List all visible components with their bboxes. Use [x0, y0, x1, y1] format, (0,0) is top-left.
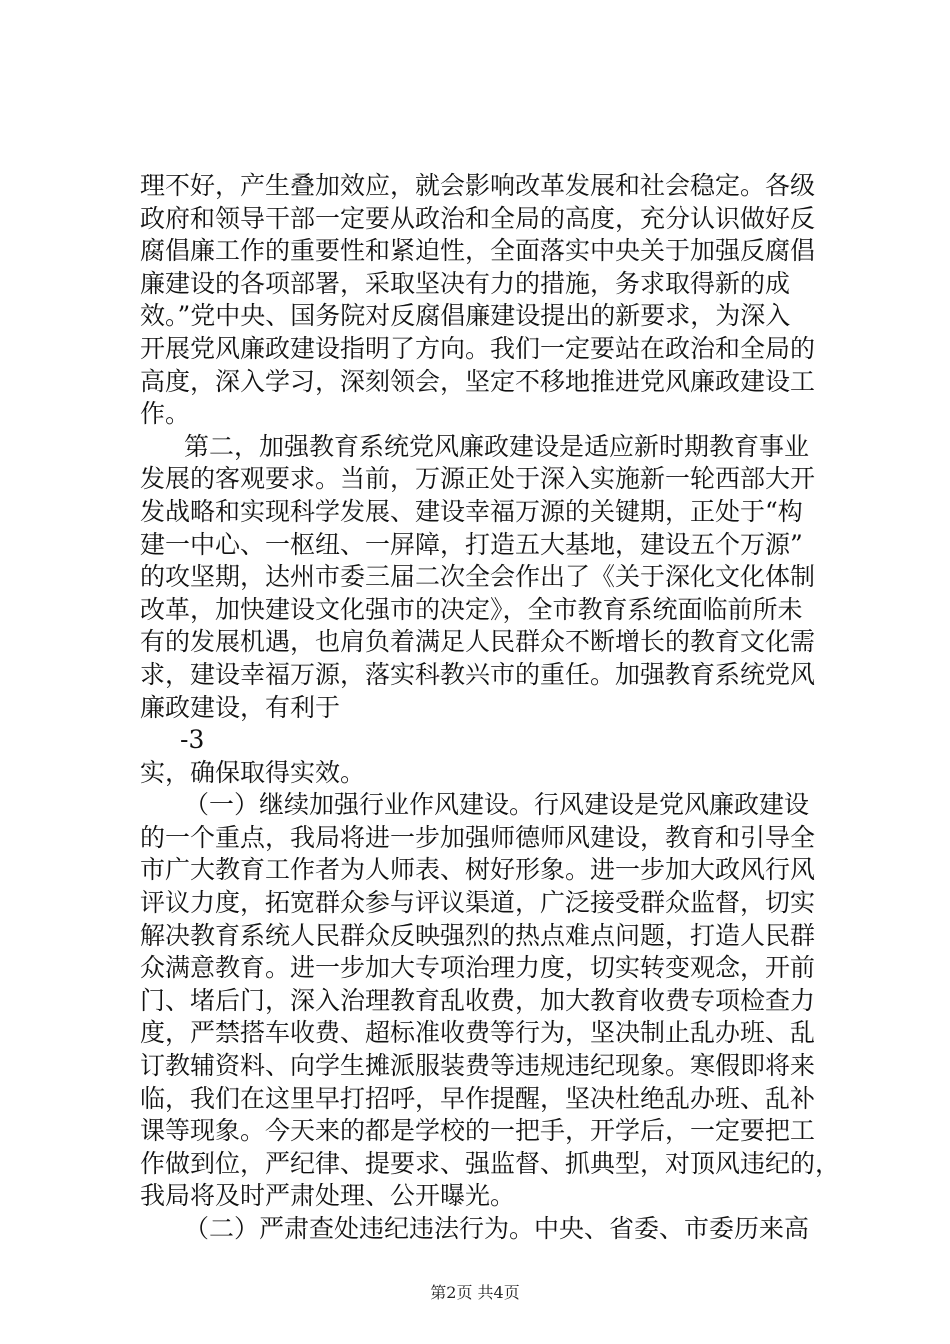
- text-line: 高度，深入学习，深刻领会，坚定不移地推进党风廉政建设工: [140, 366, 816, 396]
- paragraph-start-line: （二）严肃查处违纪违法行为。中央、省委、市委历来高: [184, 1214, 810, 1243]
- text-line: 廉政建设，有利于: [140, 692, 341, 722]
- text-line: 建一中心、一枢纽、一屏障，打造五大基地，建设五个万源”: [140, 529, 803, 559]
- text-line: 课等现象。今天来的都是学校的一把手，开学后，一定要把工: [140, 1116, 816, 1146]
- text-line: 作做到位，严纪律、提要求、强监督、抓典型，对顶风违纪的，: [140, 1148, 840, 1178]
- page-footer: 第2页 共4页: [430, 1283, 520, 1302]
- text-line: 腐倡廉工作的重要性和紧迫性，全面落实中央关于加强反腐倡: [140, 236, 816, 266]
- text-line: 众满意教育。进一步加大专项治理力度，切实转变观念，开前: [140, 953, 816, 983]
- paragraph-start-line: （一）继续加强行业作风建设。行风建设是党风廉政建设: [184, 790, 810, 820]
- text-line: 求，建设幸福万源，落实科教兴市的重任。加强教育系统党风: [140, 659, 816, 689]
- text-line: 我局将及时严肃处理、公开曝光。: [140, 1181, 516, 1211]
- text-line: 的一个重点，我局将进一步加强师德师风建设，教育和引导全: [140, 822, 816, 852]
- text-line: 发展的客观要求。当前，万源正处于深入实施新一轮西部大开: [140, 464, 816, 494]
- text-line: 理不好，产生叠加效应，就会影响改革发展和社会稳定。各级: [140, 171, 816, 200]
- text-line: 发战略和实现科学发展、建设幸福万源的关键期，正处于“构: [140, 496, 803, 526]
- body-text: [140, 170, 840, 1246]
- text-line: 改革，加快建设文化强市的决定》，全市教育系统面临前所未: [140, 594, 803, 624]
- text-line: 解决教育系统人民群众反映强烈的热点难点问题，打造人民群: [140, 920, 816, 950]
- inline-page-number: -3: [180, 725, 205, 755]
- paragraph-start-line: 第二，加强教育系统党风廉政建设是适应新时期教育事业: [184, 431, 810, 461]
- text-line: 订教辅资料、向学生摊派服装费等违规违纪现象。寒假即将来: [140, 1051, 816, 1081]
- text-line: 度，严禁搭车收费、超标准收费等行为，坚决制止乱办班、乱: [140, 1018, 816, 1048]
- text-line: 的攻坚期，达州市委三届二次全会作出了《关于深化文化体制: [140, 562, 816, 592]
- text-line: 政府和领导干部一定要从政治和全局的高度，充分认识做好反: [140, 203, 816, 233]
- text-line: 市广大教育工作者为人师表、树好形象。进一步加大政风行风: [140, 855, 816, 885]
- text-line: 临，我们在这里早打招呼，早作提醒，坚决杜绝乱办班、乱补: [140, 1083, 816, 1113]
- text-line: 门、堵后门，深入治理教育乱收费，加大教育收费专项检查力: [140, 985, 816, 1015]
- text-line: 效。”党中央、国务院对反腐倡廉建设提出的新要求，为深入: [140, 301, 791, 331]
- text-line: 开展党风廉政建设指明了方向。我们一定要站在政治和全局的: [140, 333, 816, 363]
- text-line: 作。: [140, 399, 191, 429]
- text-line: 评议力度，拓宽群众参与评议渠道，广泛接受群众监督，切实: [140, 888, 816, 918]
- text-line: 有的发展机遇，也肩负着满足人民群众不断增长的教育文化需: [140, 627, 816, 657]
- text-line: 实，确保取得实效。: [140, 757, 366, 787]
- text-line: 廉建设的各项部署，采取坚决有力的措施，务求取得新的成: [140, 268, 791, 298]
